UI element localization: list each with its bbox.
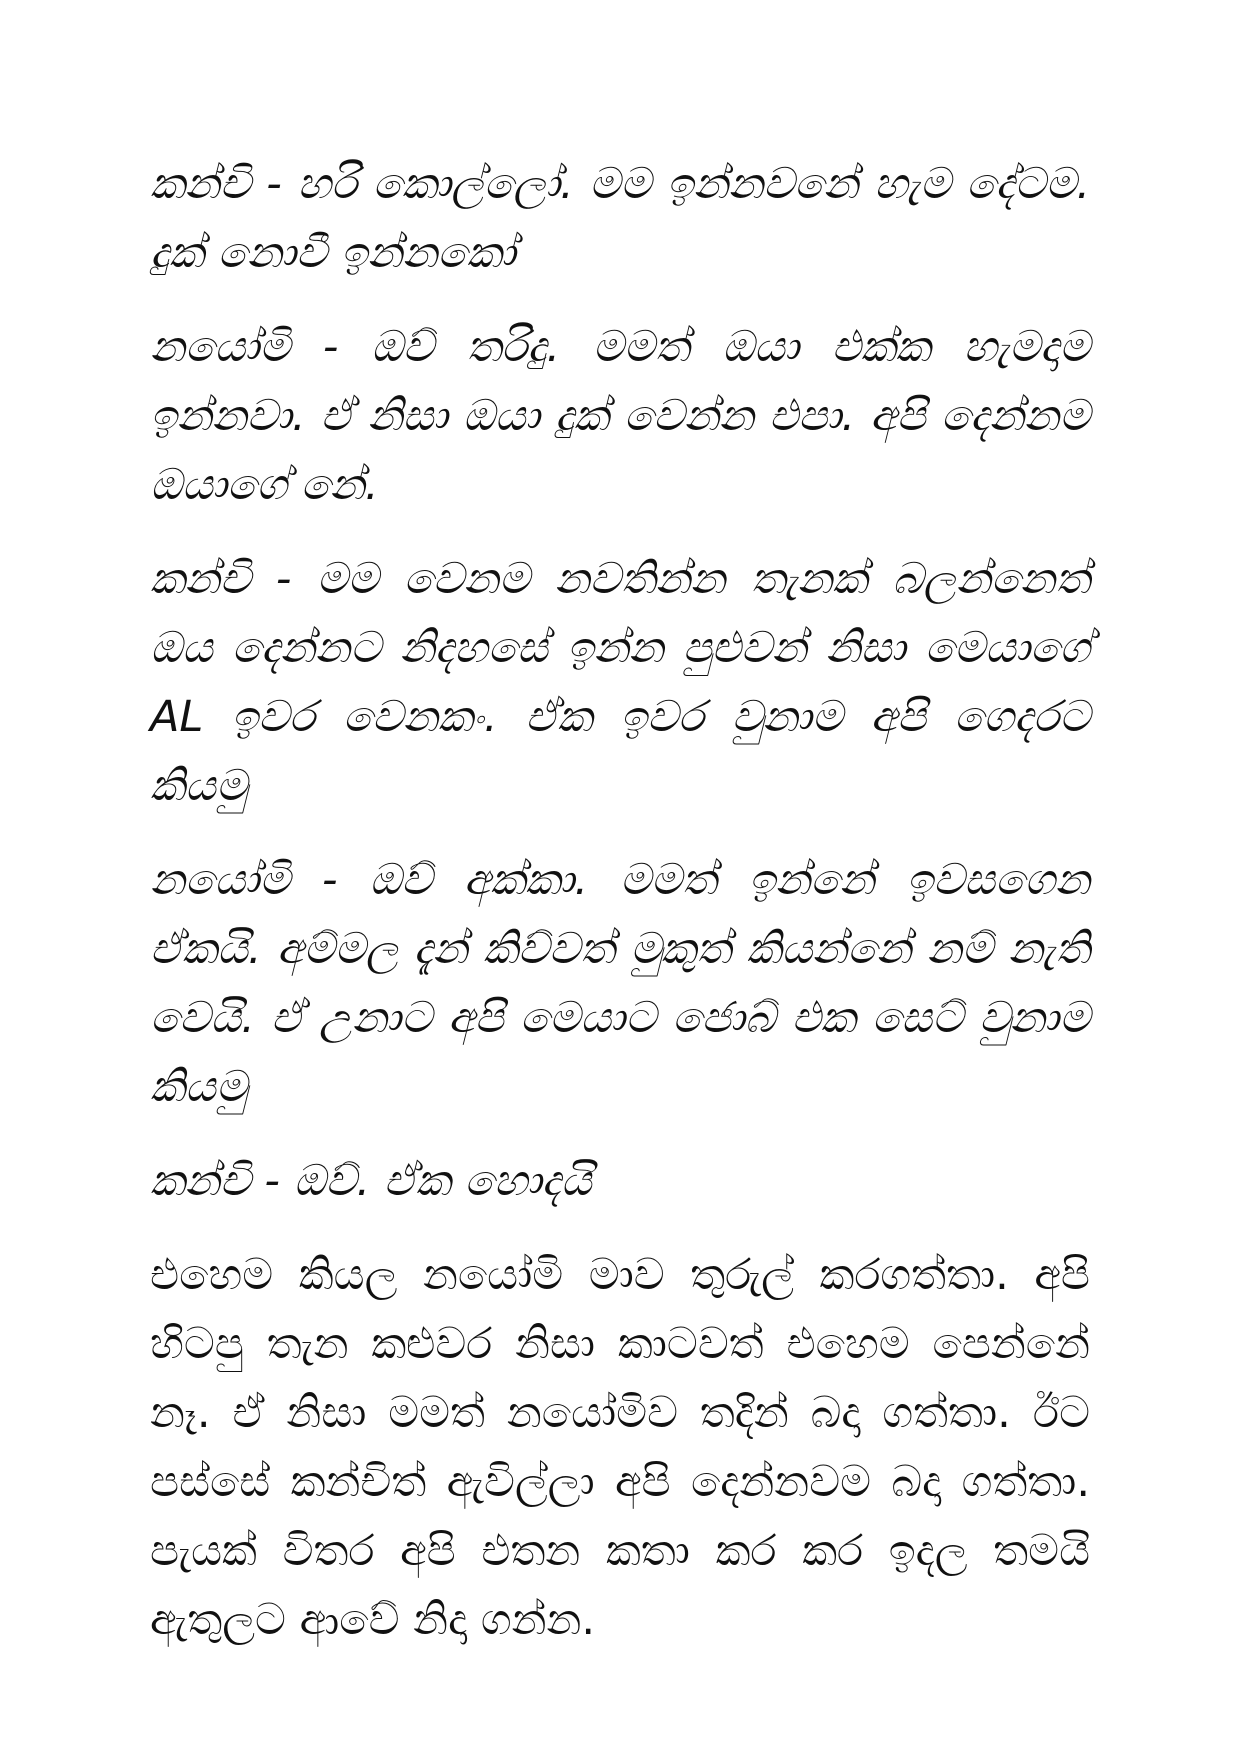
text-body bbox=[150, 150, 1090, 1680]
dialogue-paragraph: නයෝමි - ඔව් අක්කා. මමත් ඉන්නේ ඉවසගෙන ඒකයි. අම්මල දැන් කිව්වත් මුකුත් කියන්නේ නම් නැති වෙයි. ඒ උනාට අපි මෙයාට ජොබ් එක සෙට් වුනාම කියමු bbox=[150, 855, 1090, 1112]
dialogue-paragraph: කන්චි - මම වෙනම නවතින්න තැනක් බලන්නෙත් ඔය දෙන්නට නිදහසේ ඉන්න පුළුවන් නිසා මෙයාගේ AL ඉවර වෙනකං. ඒක ඉවර වුනාම අපි ගෙදරට කියමු bbox=[150, 554, 1090, 811]
dialogue-paragraph: කන්චි - ඔව්. ඒක හොදයි bbox=[150, 1156, 592, 1206]
dialogue-paragraph: නයෝමි - ඔව් තරිදු. මමත් ඔයා එක්ක හැමදාම ඉන්නවා. ඒ නිසා ඔයා දුක් වෙන්න එපා. අපි දෙන්නම ඔයාගේ නේ. bbox=[150, 322, 1090, 510]
narration-paragraph: එහෙම කියල නයෝමි මාව තුරුල් කරගත්තා. අපි හිටපු තැන කළුවර නිසා කාටවත් එහෙම පෙන්නේ නෑ. ඒ නිසා මමත් නයෝමිව තදින් බදා ගත්තා. ඊට පස්සේ කන්චිත් ඇවිල්ලා අපි දෙන්නවම බදා ගත්තා. පැයක් විතර අපි එතන කතා කර කර ඉදල තමයි ඇතුලට ආවේ නිදා ගන්න. bbox=[150, 1250, 1090, 1645]
dialogue-paragraph: කන්චි - හරි කොල්ලෝ. මම ඉන්නවනේ හැම දේටම. දුක් නොවී ඉන්නකෝ bbox=[150, 159, 1090, 278]
